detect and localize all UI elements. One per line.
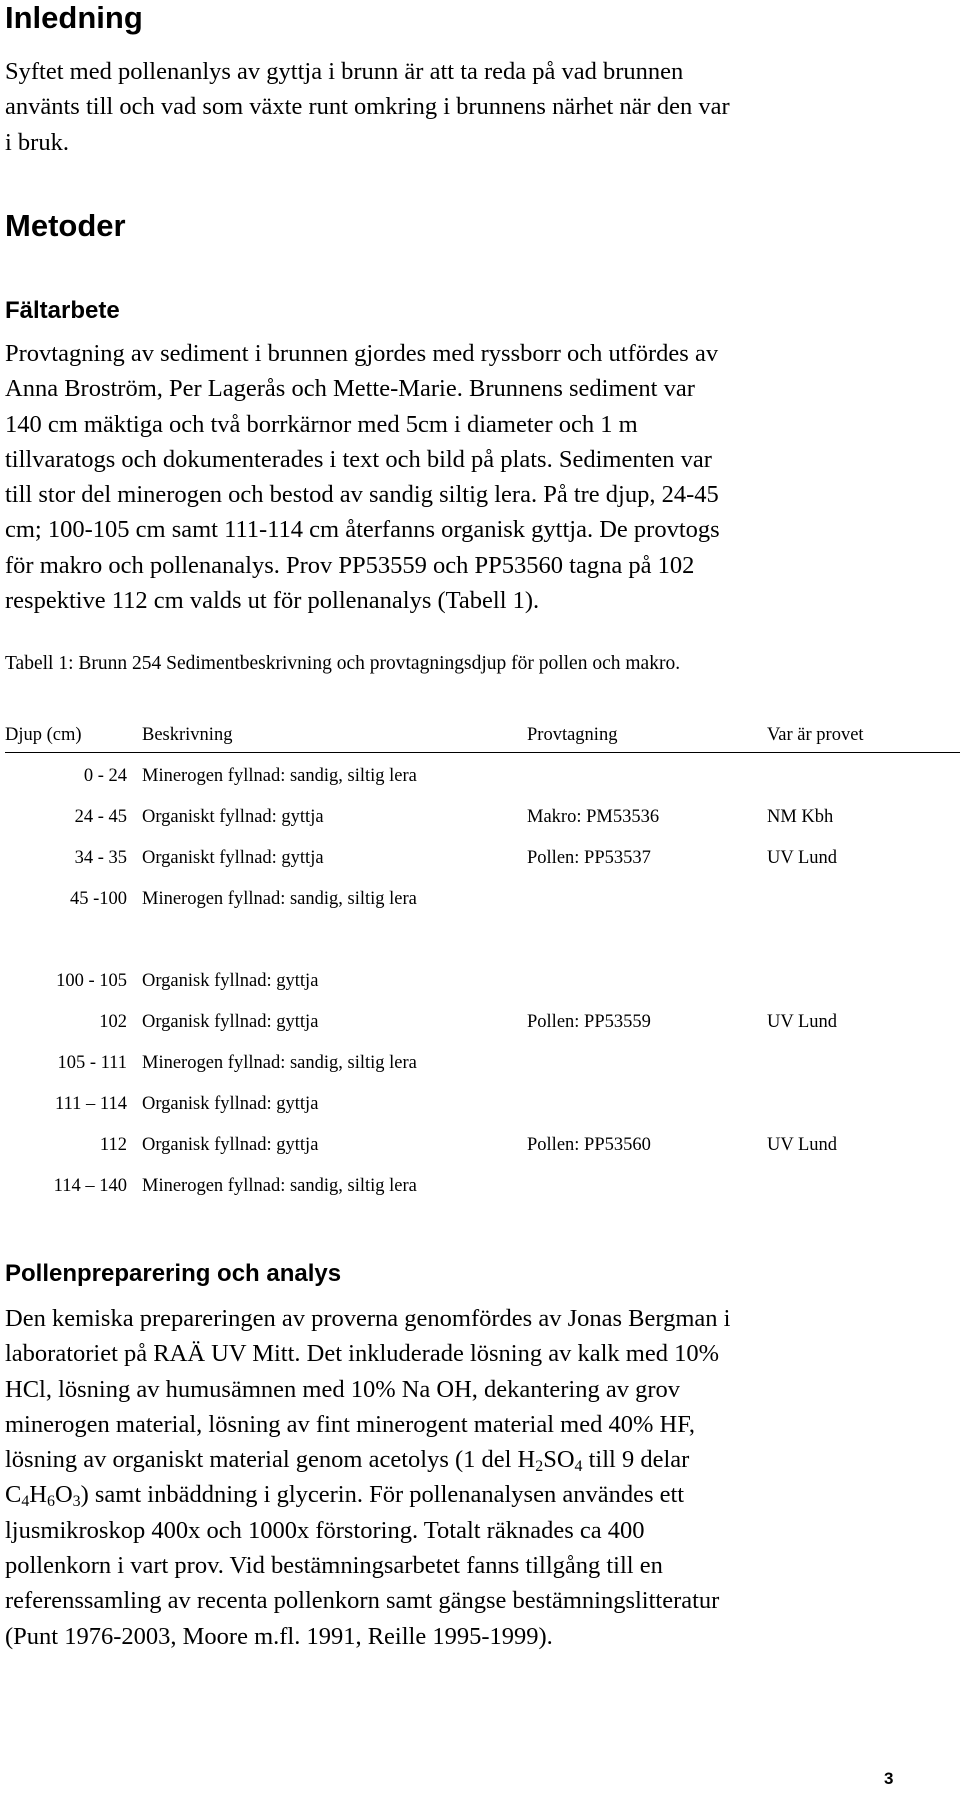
cell-sampling: Pollen: PP53560 bbox=[527, 1135, 651, 1155]
header-beskrivning: Beskrivning bbox=[142, 725, 233, 745]
cell-description: Minerogen fyllnad: sandig, siltig lera bbox=[142, 1176, 417, 1196]
table-row bbox=[5, 1091, 960, 1117]
heading-metoder: Metoder bbox=[5, 208, 126, 243]
cell-sampling: Pollen: PP53537 bbox=[527, 848, 651, 868]
table-row bbox=[5, 763, 960, 789]
cell-description: Organisk fyllnad: gyttja bbox=[142, 1094, 319, 1114]
text-line: minerogen material, lösning av fint minerogent material med 40% HF, bbox=[5, 1410, 695, 1438]
cell-location: UV Lund bbox=[767, 848, 838, 868]
subscript: 6 bbox=[47, 1493, 55, 1511]
text-line: referenssamling av recenta pollenkorn samt gängse bestämningslitteratur bbox=[5, 1587, 720, 1615]
cell-description: Organisk fyllnad: gyttja bbox=[142, 1012, 319, 1032]
header-djup: Djup (cm) bbox=[5, 725, 82, 745]
table-row bbox=[5, 804, 960, 830]
text-line: Provtagning av sediment i brunnen gjordes med ryssborr och utfördes av bbox=[5, 340, 719, 367]
text-line: cm; 100-105 cm samt 111-114 cm återfanns organisk gyttja. De provtogs bbox=[5, 516, 720, 544]
text-line: HCl, lösning av humusämnen med 10% Na OH, dekantering av grov bbox=[5, 1375, 680, 1403]
table-row bbox=[5, 1050, 960, 1076]
text-line: Den kemiska prepareringen av proverna genomfördes av Jonas Bergman i bbox=[5, 1305, 731, 1332]
cell-description: Organisk fyllnad: gyttja bbox=[142, 971, 319, 991]
heading-faltarbete: Fältarbete bbox=[5, 297, 120, 324]
cell-description: Organiskt fyllnad: gyttja bbox=[142, 848, 324, 868]
table-caption: Tabell 1: Brunn 254 Sedimentbeskrivning och provtagningsdjup för pollen och makro. bbox=[5, 653, 681, 674]
subscript: 4 bbox=[574, 1458, 583, 1476]
header-var-ar-provet: Var är provet bbox=[767, 725, 864, 745]
table-row bbox=[5, 1132, 960, 1158]
paragraph-inledning bbox=[5, 54, 945, 160]
table-row bbox=[5, 1173, 960, 1199]
table-row bbox=[5, 968, 960, 994]
heading-inledning: Inledning bbox=[5, 0, 143, 35]
subscript: 2 bbox=[535, 1458, 544, 1476]
text-line: Syftet med pollenanlys av gyttja i brunn är att ta reda på vad brunnen bbox=[5, 58, 684, 85]
formula-o: O bbox=[54, 1481, 73, 1509]
cell-depth: 24 - 45 bbox=[74, 807, 127, 827]
formula-suffix: till 9 delar bbox=[582, 1446, 690, 1474]
subscript: 4 bbox=[21, 1493, 30, 1511]
cell-depth: 112 bbox=[99, 1135, 127, 1155]
cell-depth: 102 bbox=[99, 1012, 127, 1032]
cell-location: UV Lund bbox=[767, 1012, 838, 1032]
text-line: Anna Broström, Per Lagerås och Mette-Marie. Brunnens sediment var bbox=[5, 375, 695, 403]
cell-description: Organisk fyllnad: gyttja bbox=[142, 1135, 319, 1155]
text-line: använts till och vad som växte runt omkring i brunnens närhet när den var bbox=[5, 93, 730, 121]
text-line-formula bbox=[5, 1477, 945, 1512]
table-header-row bbox=[5, 722, 960, 748]
table-row bbox=[5, 886, 960, 912]
table-header-rule bbox=[5, 752, 960, 753]
page-number: 3 bbox=[884, 1769, 894, 1788]
text-line: laboratoriet på RAÄ UV Mitt. Det inkluderade lösning av kalk med 10% bbox=[5, 1340, 719, 1368]
formula-mid: SO bbox=[543, 1446, 575, 1474]
formula-h: H bbox=[29, 1481, 47, 1509]
cell-depth: 0 - 24 bbox=[83, 766, 127, 786]
cell-description: Organiskt fyllnad: gyttja bbox=[142, 807, 324, 827]
cell-depth: 34 - 35 bbox=[74, 848, 127, 868]
text-line: ljusmikroskop 400x och 1000x förstoring. Totalt räknades ca 400 bbox=[5, 1516, 645, 1544]
cell-depth: 114 – 140 bbox=[53, 1176, 127, 1196]
text-line: till stor del minerogen och bestod av sandig siltig lera. På tre djup, 24-45 bbox=[5, 481, 719, 509]
cell-location: UV Lund bbox=[767, 1135, 838, 1155]
cell-depth: 45 -100 bbox=[69, 889, 127, 909]
cell-description: Minerogen fyllnad: sandig, siltig lera bbox=[142, 766, 417, 786]
paragraph-pollenpreparering bbox=[5, 1301, 945, 1654]
cell-sampling: Makro: PM53536 bbox=[527, 807, 660, 827]
cell-description: Minerogen fyllnad: sandig, siltig lera bbox=[142, 889, 417, 909]
table-row bbox=[5, 1009, 960, 1035]
subscript: 3 bbox=[72, 1493, 81, 1511]
cell-depth: 105 - 111 bbox=[57, 1053, 127, 1073]
cell-description: Minerogen fyllnad: sandig, siltig lera bbox=[142, 1053, 417, 1073]
formula-c: C bbox=[5, 1481, 22, 1509]
formula-prefix: lösning av organiskt material genom acetolys (1 del H bbox=[5, 1446, 536, 1474]
text-line: pollenkorn i vart prov. Vid bestämningsarbetet fanns tillgång till en bbox=[5, 1552, 663, 1580]
header-provtagning: Provtagning bbox=[527, 725, 618, 745]
cell-sampling: Pollen: PP53559 bbox=[527, 1012, 651, 1032]
text-line: i bruk. bbox=[5, 128, 69, 156]
cell-depth: 111 – 114 bbox=[55, 1094, 127, 1114]
paragraph-faltarbete bbox=[5, 336, 945, 618]
cell-depth: 100 - 105 bbox=[56, 971, 127, 991]
text-line: (Punt 1976-2003, Moore m.fl. 1991, Reille 1995-1999). bbox=[5, 1622, 553, 1650]
text-line: tillvaratogs och dokumenterades i text och bild på plats. Sedimenten var bbox=[5, 445, 712, 473]
text-line: för makro och pollenanalys. Prov PP53559 och PP53560 tagna på 102 bbox=[5, 551, 695, 579]
text-line: 140 cm mäktiga och två borrkärnor med 5cm i diameter och 1 m bbox=[5, 410, 638, 438]
text-line-formula bbox=[5, 1442, 945, 1477]
formula-suffix: ) samt inbäddning i glycerin. För pollenanalysen användes ett bbox=[80, 1481, 685, 1509]
cell-location: NM Kbh bbox=[767, 807, 834, 827]
heading-pollenpreparering: Pollenpreparering och analys bbox=[5, 1260, 342, 1287]
table-row bbox=[5, 845, 960, 871]
text-line: respektive 112 cm valds ut för pollenanalys (Tabell 1). bbox=[5, 587, 540, 615]
